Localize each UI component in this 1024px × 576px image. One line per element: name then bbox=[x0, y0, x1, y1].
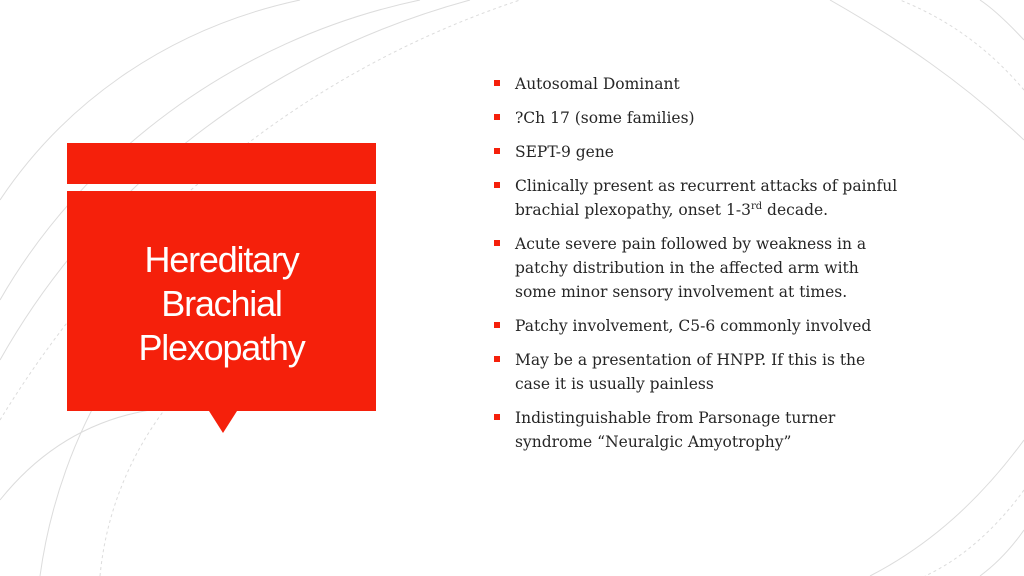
bullet-text: Autosomal Dominant bbox=[515, 75, 680, 93]
bullet-text: Patchy involvement, C5-6 commonly involved bbox=[515, 317, 872, 335]
bullet-item bbox=[494, 174, 904, 222]
ordinal-suffix: rd bbox=[750, 200, 763, 212]
bullet-item bbox=[494, 106, 904, 130]
title-line: Plexopathy bbox=[138, 327, 305, 368]
bullet-item bbox=[494, 314, 904, 338]
square-bullet-icon bbox=[494, 414, 500, 420]
bullet-text: Clinically present as recurrent attacks of painful brachial plexopathy, onset 1-3 bbox=[515, 177, 898, 219]
square-bullet-icon bbox=[494, 80, 500, 86]
title-box bbox=[67, 191, 376, 411]
bullet-item bbox=[494, 140, 904, 164]
bullet-text: May be a presentation of HNPP. If this is the case it is usually painless bbox=[515, 351, 866, 393]
bullet-text: ?Ch 17 (some families) bbox=[515, 109, 695, 127]
title-box-pointer bbox=[209, 411, 237, 433]
bullet-list bbox=[494, 72, 904, 464]
slide-title bbox=[92, 238, 352, 370]
title-line: Brachial bbox=[161, 283, 282, 324]
bullet-text-continued: decade. bbox=[762, 201, 829, 219]
title-line: Hereditary bbox=[144, 239, 299, 280]
bullet-text: SEPT-9 gene bbox=[515, 143, 614, 161]
square-bullet-icon bbox=[494, 322, 500, 328]
square-bullet-icon bbox=[494, 240, 500, 246]
bullet-item bbox=[494, 72, 904, 96]
bullet-item bbox=[494, 232, 904, 304]
bullet-item bbox=[494, 348, 904, 396]
bullet-item bbox=[494, 406, 904, 454]
bullet-text: Acute severe pain followed by weakness in a patchy distribution in the affected arm with some minor sensory involvement at times. bbox=[515, 235, 867, 301]
square-bullet-icon bbox=[494, 356, 500, 362]
bullet-text: Indistinguishable from Parsonage turner syndrome “Neuralgic Amyotrophy” bbox=[515, 409, 836, 451]
square-bullet-icon bbox=[494, 182, 500, 188]
square-bullet-icon bbox=[494, 114, 500, 120]
square-bullet-icon bbox=[494, 148, 500, 154]
accent-bar bbox=[67, 143, 376, 184]
